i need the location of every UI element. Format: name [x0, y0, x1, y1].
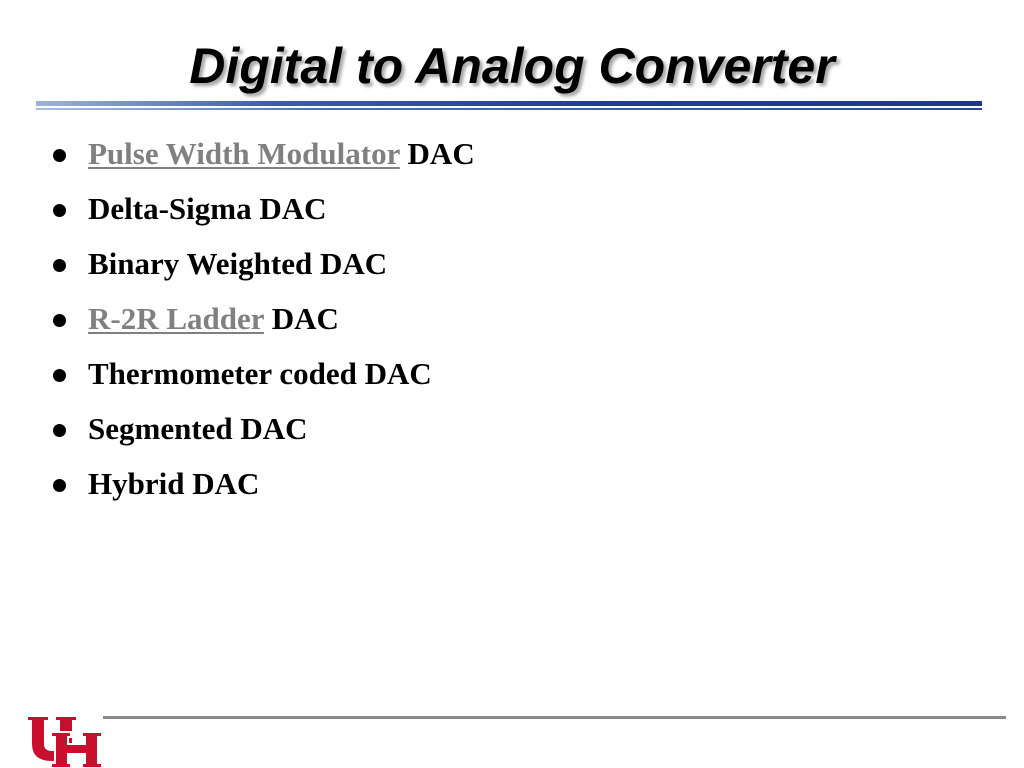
bullet-item-pwm-dac	[48, 132, 475, 187]
bullet-item-binary-weighted-dac	[48, 242, 475, 297]
bullet-dot-icon	[53, 424, 66, 437]
bullet-list	[48, 132, 475, 517]
bullet-dot-icon	[53, 259, 66, 272]
bullet-text: Binary Weighted DAC	[88, 246, 388, 281]
bullet-dot-icon	[53, 369, 66, 382]
bullet-text: DAC	[263, 301, 339, 336]
bullet-text: Delta-Sigma DAC	[88, 191, 327, 226]
bullet-item-delta-sigma-dac	[48, 187, 475, 242]
bullet-dot-icon	[53, 204, 66, 217]
r-2r-ladder-link[interactable]: R-2R Ladder	[88, 301, 264, 336]
title-divider-thin	[36, 108, 982, 110]
slide-title: Digital to Analog Converter	[189, 38, 835, 94]
title-divider	[36, 101, 982, 110]
title-divider-thick	[36, 101, 982, 106]
bullet-item-hybrid-dac	[48, 462, 475, 517]
footer-divider	[103, 716, 1006, 719]
uh-logo-icon	[25, 714, 103, 768]
bullet-text: Segmented DAC	[88, 411, 308, 446]
bullet-item-thermometer-coded-dac	[48, 352, 475, 407]
bullet-item-r2r-ladder-dac	[48, 297, 475, 352]
bullet-text: Hybrid DAC	[88, 466, 260, 501]
bullet-item-segmented-dac	[48, 407, 475, 462]
bullet-dot-icon	[53, 479, 66, 492]
bullet-dot-icon	[53, 149, 66, 162]
pulse-width-modulator-link[interactable]: Pulse Width Modulator	[88, 136, 400, 171]
bullet-dot-icon	[53, 314, 66, 327]
bullet-text: DAC	[399, 136, 475, 171]
bullet-text: Thermometer coded DAC	[88, 356, 432, 391]
